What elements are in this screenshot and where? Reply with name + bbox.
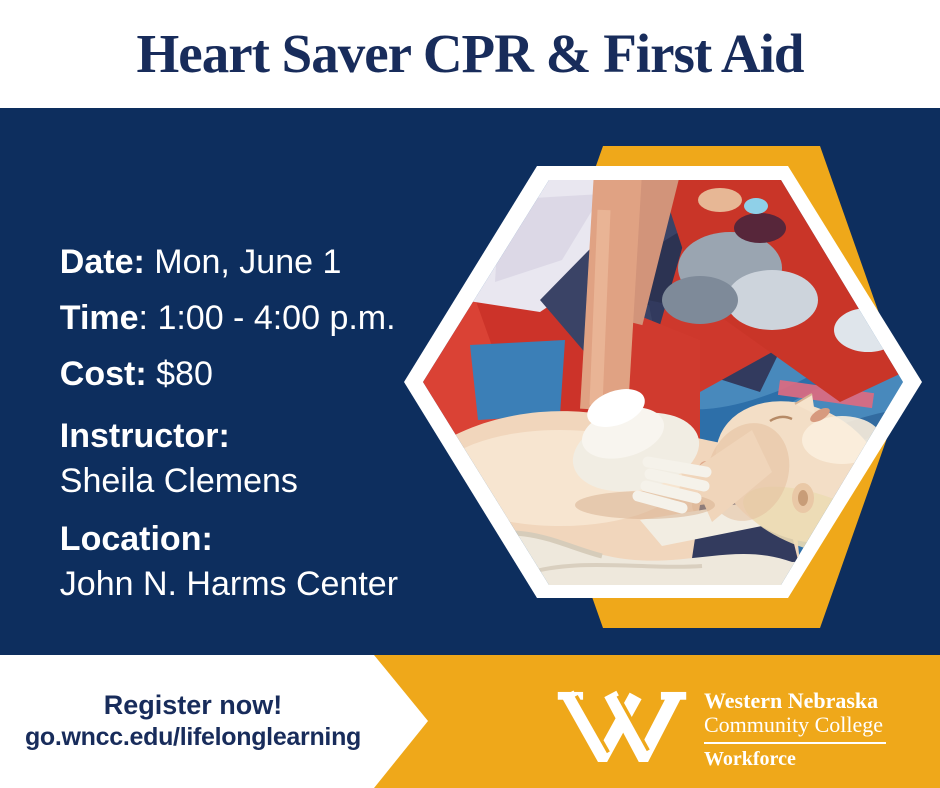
- college-name-line1: Western Nebraska: [704, 688, 879, 713]
- wncc-w-logo-icon: [556, 690, 688, 762]
- location-label: Location:: [59, 520, 213, 558]
- instructor-name: Sheila Clemens: [59, 462, 298, 500]
- register-cta: [0, 689, 386, 753]
- college-logo-text: [704, 684, 886, 770]
- location-name: John N. Harms Center: [59, 565, 399, 603]
- college-logo: [556, 684, 886, 770]
- page-title: Heart Saver CPR & First Aid: [136, 23, 804, 84]
- college-name-line2: Community College: [704, 712, 884, 738]
- time-label: Time: [59, 299, 139, 337]
- cost-label: Cost:: [59, 355, 147, 393]
- register-text: Register now!: [103, 690, 283, 720]
- date-value: Mon, June 1: [144, 243, 342, 281]
- register-url: go.wncc.edu/lifelonglearning: [24, 723, 362, 752]
- time-value: : 1:00 - 4:00 p.m.: [138, 299, 396, 337]
- workforce-label: Workforce: [704, 748, 796, 771]
- date-label: Date:: [59, 243, 145, 281]
- instructor-label: Instructor:: [59, 417, 230, 455]
- logo-divider: [704, 742, 886, 744]
- cost-value: $80: [146, 355, 213, 393]
- detail-location-value: [22, 533, 398, 635]
